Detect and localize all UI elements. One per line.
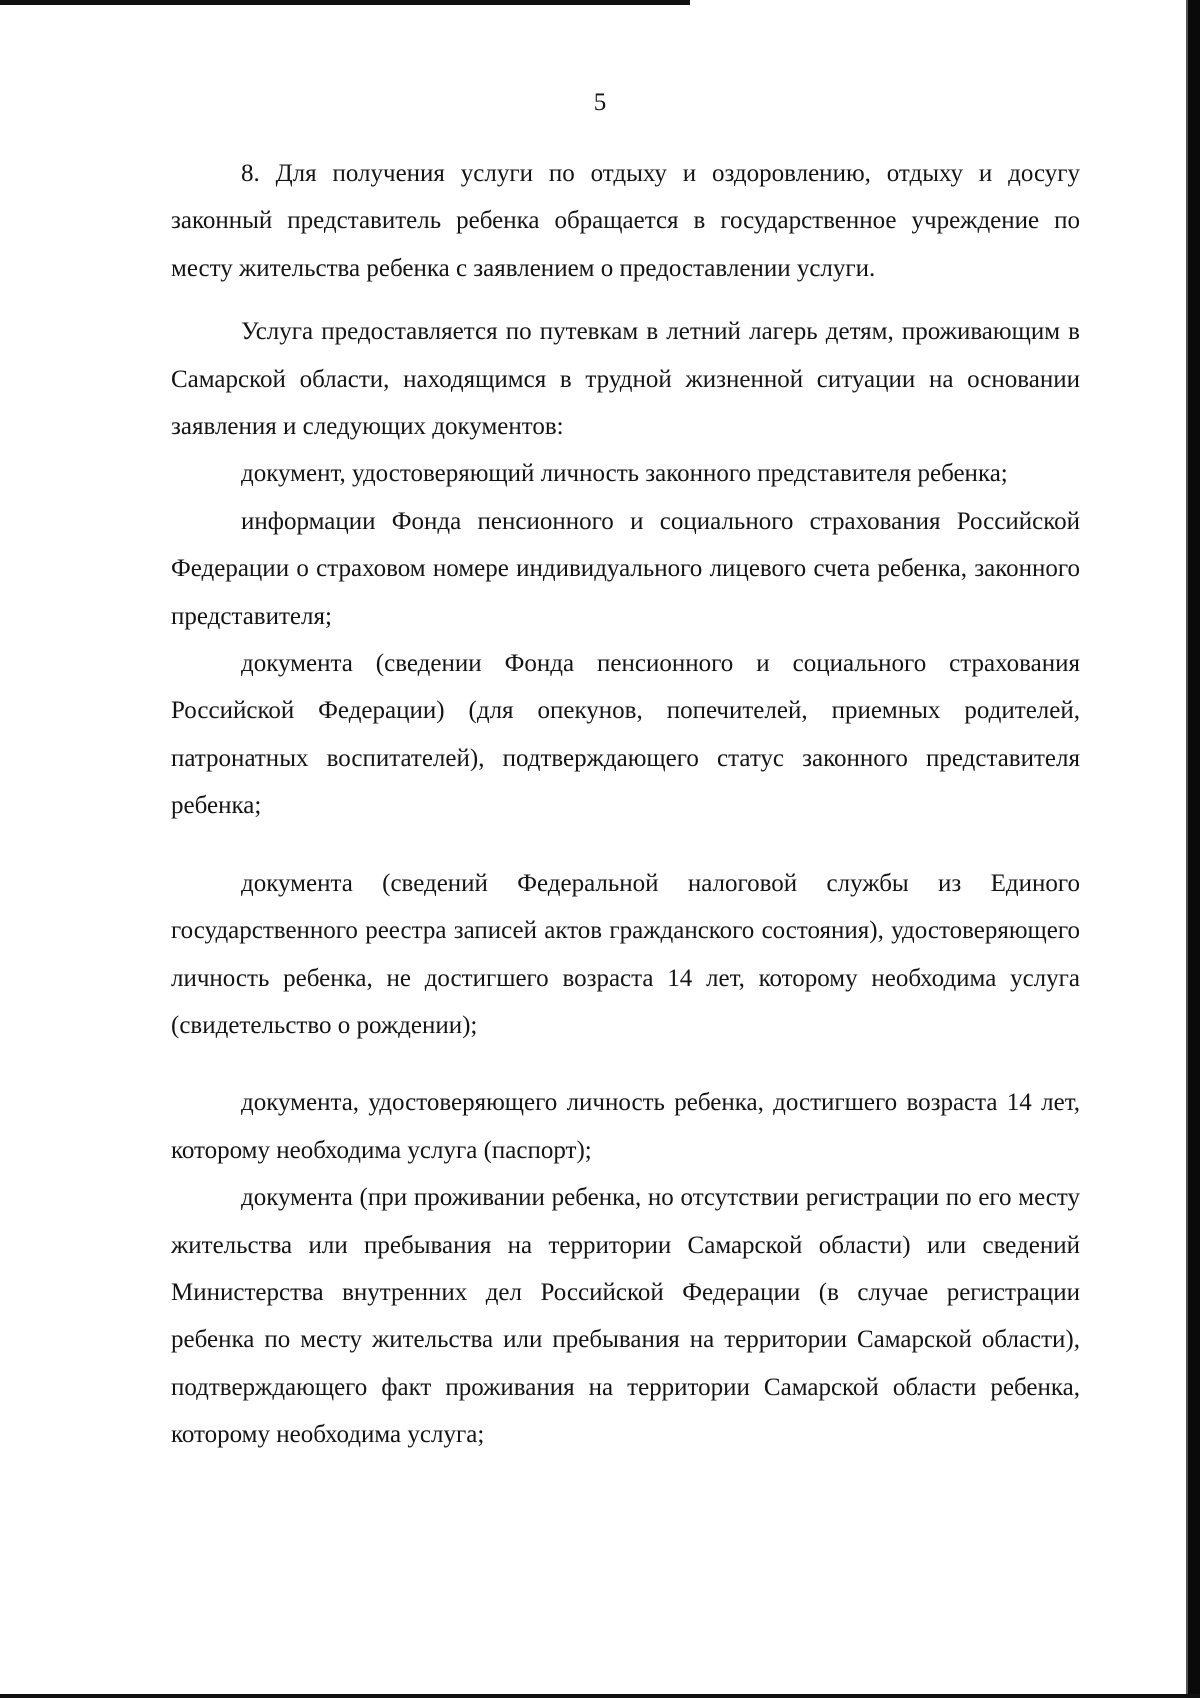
paragraph-snils-info: информации Фонда пенсионного и социального страхования Российской Федерации о страховом номере индивидуального лицевого счета ребенка, законного представителя;: [171, 507, 1080, 630]
scan-edge-right: [1188, 0, 1200, 1698]
page-number: 5: [593, 89, 607, 116]
scan-edge-bottom: [0, 1694, 1200, 1698]
scan-edge-top: [0, 0, 690, 5]
paragraph-service-conditions: Услуга предоставляется по путевкам в летний лагерь детям, проживающим в Самарской области, находящимся в трудной жизненной ситуации на основании заявления и следующих документов:: [171, 318, 1080, 441]
paragraph-birth-certificate: документа (сведений Федеральной налоговой службы из Единого государственного реестра записей актов гражданского состояния), удостоверяющего личность ребенка, не достигшего возраста 14 лет, которому необходима услуга (свидетельство о рождении);: [171, 869, 1080, 1039]
paragraph-parent-id: документ, удостоверяющий личность законного представителя ребенка;: [241, 460, 1008, 488]
paragraph-passport: документа, удостоверяющего личность ребенка, достигшего возраста 14 лет, которому необходима услуга (паспорт);: [171, 1089, 1080, 1164]
paragraph-guardian-status: документа (сведении Фонда пенсионного и социального страхования Российской Федерации) (для опекунов, попечителей, приемных родителей, патронатных воспитателей), подтверждающего статус законного представителя ребенка;: [171, 650, 1080, 820]
paragraph-item-8: 8. Для получения услуги по отдыху и оздоровлению, отдыху и досугу законный представитель ребенка обращается в государственное учреждение по месту жительства ребенка с заявлением о предоставлении услуги.: [171, 160, 1080, 282]
paragraph-residence-proof: документа (при проживании ребенка, но отсутствии регистрации по его месту жительства или пребывания на территории Самарской области) или сведений Министерства внутренних дел Российской Федерации (в случае регистрации ребенка по месту жительства или пребывания на территории Самарской области), подтверждающего факт проживания на территории Самарской области ребенка, которому необходима услуга;: [171, 1184, 1080, 1449]
document-body: [171, 150, 1080, 1459]
